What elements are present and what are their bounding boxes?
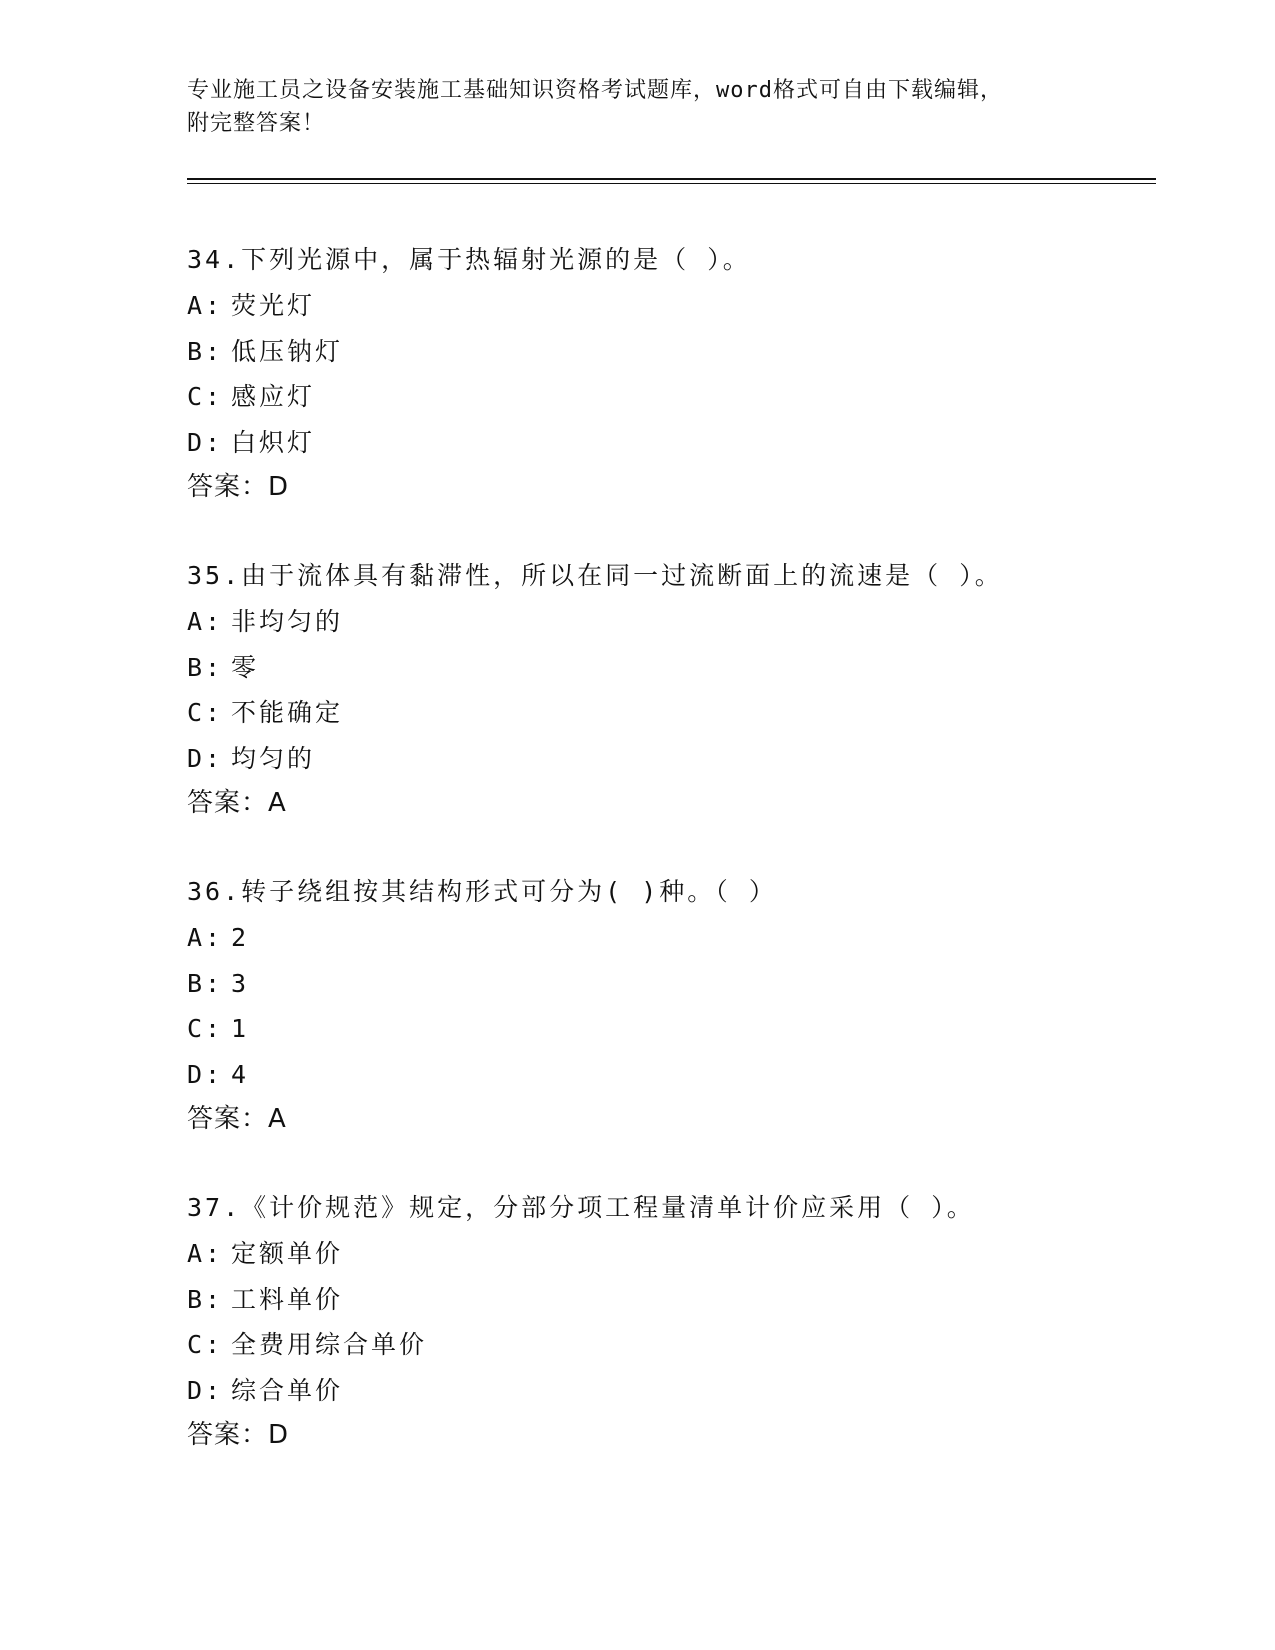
option-a	[187, 283, 1187, 329]
question-stem: 35.由于流体具有黏滞性，所以在同一过流断面上的流速是（ ）。	[187, 561, 1003, 590]
option-key: C:	[187, 1330, 224, 1359]
option-text: 1	[231, 1014, 250, 1043]
option-text: 不能确定	[231, 698, 344, 727]
option-key: C:	[187, 382, 224, 411]
option-key: A:	[187, 1239, 224, 1268]
question-block-35	[187, 553, 1187, 827]
header-line-2: 附完整答案！	[187, 111, 326, 136]
answer-line: 答案：A	[187, 1104, 287, 1134]
option-c	[187, 1322, 1187, 1368]
question-stem: 36.转子绕组按其结构形式可分为( )种。（ ）	[187, 877, 777, 906]
question-stem: 37.《计价规范》规定，分部分项工程量清单计价应采用（ ）。	[187, 1193, 975, 1222]
option-text: 低压钠灯	[231, 336, 344, 366]
option-b	[187, 329, 1187, 375]
answer-line: 答案：D	[187, 472, 290, 502]
option-text: 荧光灯	[231, 291, 316, 320]
header-divider-thin	[187, 183, 1156, 184]
option-text: 工料单价	[231, 1284, 344, 1314]
option-d	[187, 420, 1187, 466]
option-text: 均匀的	[231, 743, 316, 773]
question-block-34	[187, 237, 1187, 511]
option-text: 感应灯	[231, 382, 316, 411]
answer-line: 答案：D	[187, 1420, 290, 1450]
question-block-37	[187, 1185, 1187, 1459]
option-text: 4	[231, 1059, 250, 1089]
option-text: 全费用综合单价	[231, 1330, 428, 1359]
option-a	[187, 915, 1187, 961]
option-a	[187, 1231, 1187, 1277]
option-key: D:	[187, 1375, 224, 1405]
option-b	[187, 1277, 1187, 1323]
option-key: D:	[187, 743, 224, 773]
question-stem: 34.下列光源中，属于热辐射光源的是（ ）。	[187, 245, 751, 274]
option-b	[187, 961, 1187, 1007]
header-divider-thick	[187, 178, 1156, 180]
option-key: C:	[187, 698, 224, 727]
option-key: B:	[187, 968, 224, 998]
option-d	[187, 736, 1187, 782]
option-b	[187, 645, 1187, 691]
option-a	[187, 599, 1187, 645]
option-text: 3	[231, 968, 250, 998]
header-line-1: 专业施工员之设备安装施工基础知识资格考试题库，word格式可自由下载编辑，	[187, 78, 1003, 103]
option-text: 非均匀的	[231, 607, 344, 636]
option-key: B:	[187, 336, 224, 366]
question-block-36	[187, 869, 1187, 1143]
option-key: A:	[187, 607, 224, 636]
option-text: 定额单价	[231, 1239, 344, 1268]
option-text: 白炽灯	[231, 427, 316, 457]
option-key: D:	[187, 1059, 224, 1089]
option-key: A:	[187, 291, 224, 320]
option-key: D:	[187, 427, 224, 457]
option-text: 零	[231, 652, 260, 682]
option-key: B:	[187, 652, 224, 682]
option-c	[187, 1006, 1187, 1052]
option-text: 综合单价	[231, 1375, 344, 1405]
option-key: C:	[187, 1014, 224, 1043]
document-header	[187, 74, 1087, 140]
option-key: A:	[187, 923, 224, 952]
option-text: 2	[231, 923, 250, 952]
option-c	[187, 374, 1187, 420]
option-d	[187, 1368, 1187, 1414]
option-key: B:	[187, 1284, 224, 1314]
answer-line: 答案：A	[187, 788, 287, 818]
option-c	[187, 690, 1187, 736]
option-d	[187, 1052, 1187, 1098]
